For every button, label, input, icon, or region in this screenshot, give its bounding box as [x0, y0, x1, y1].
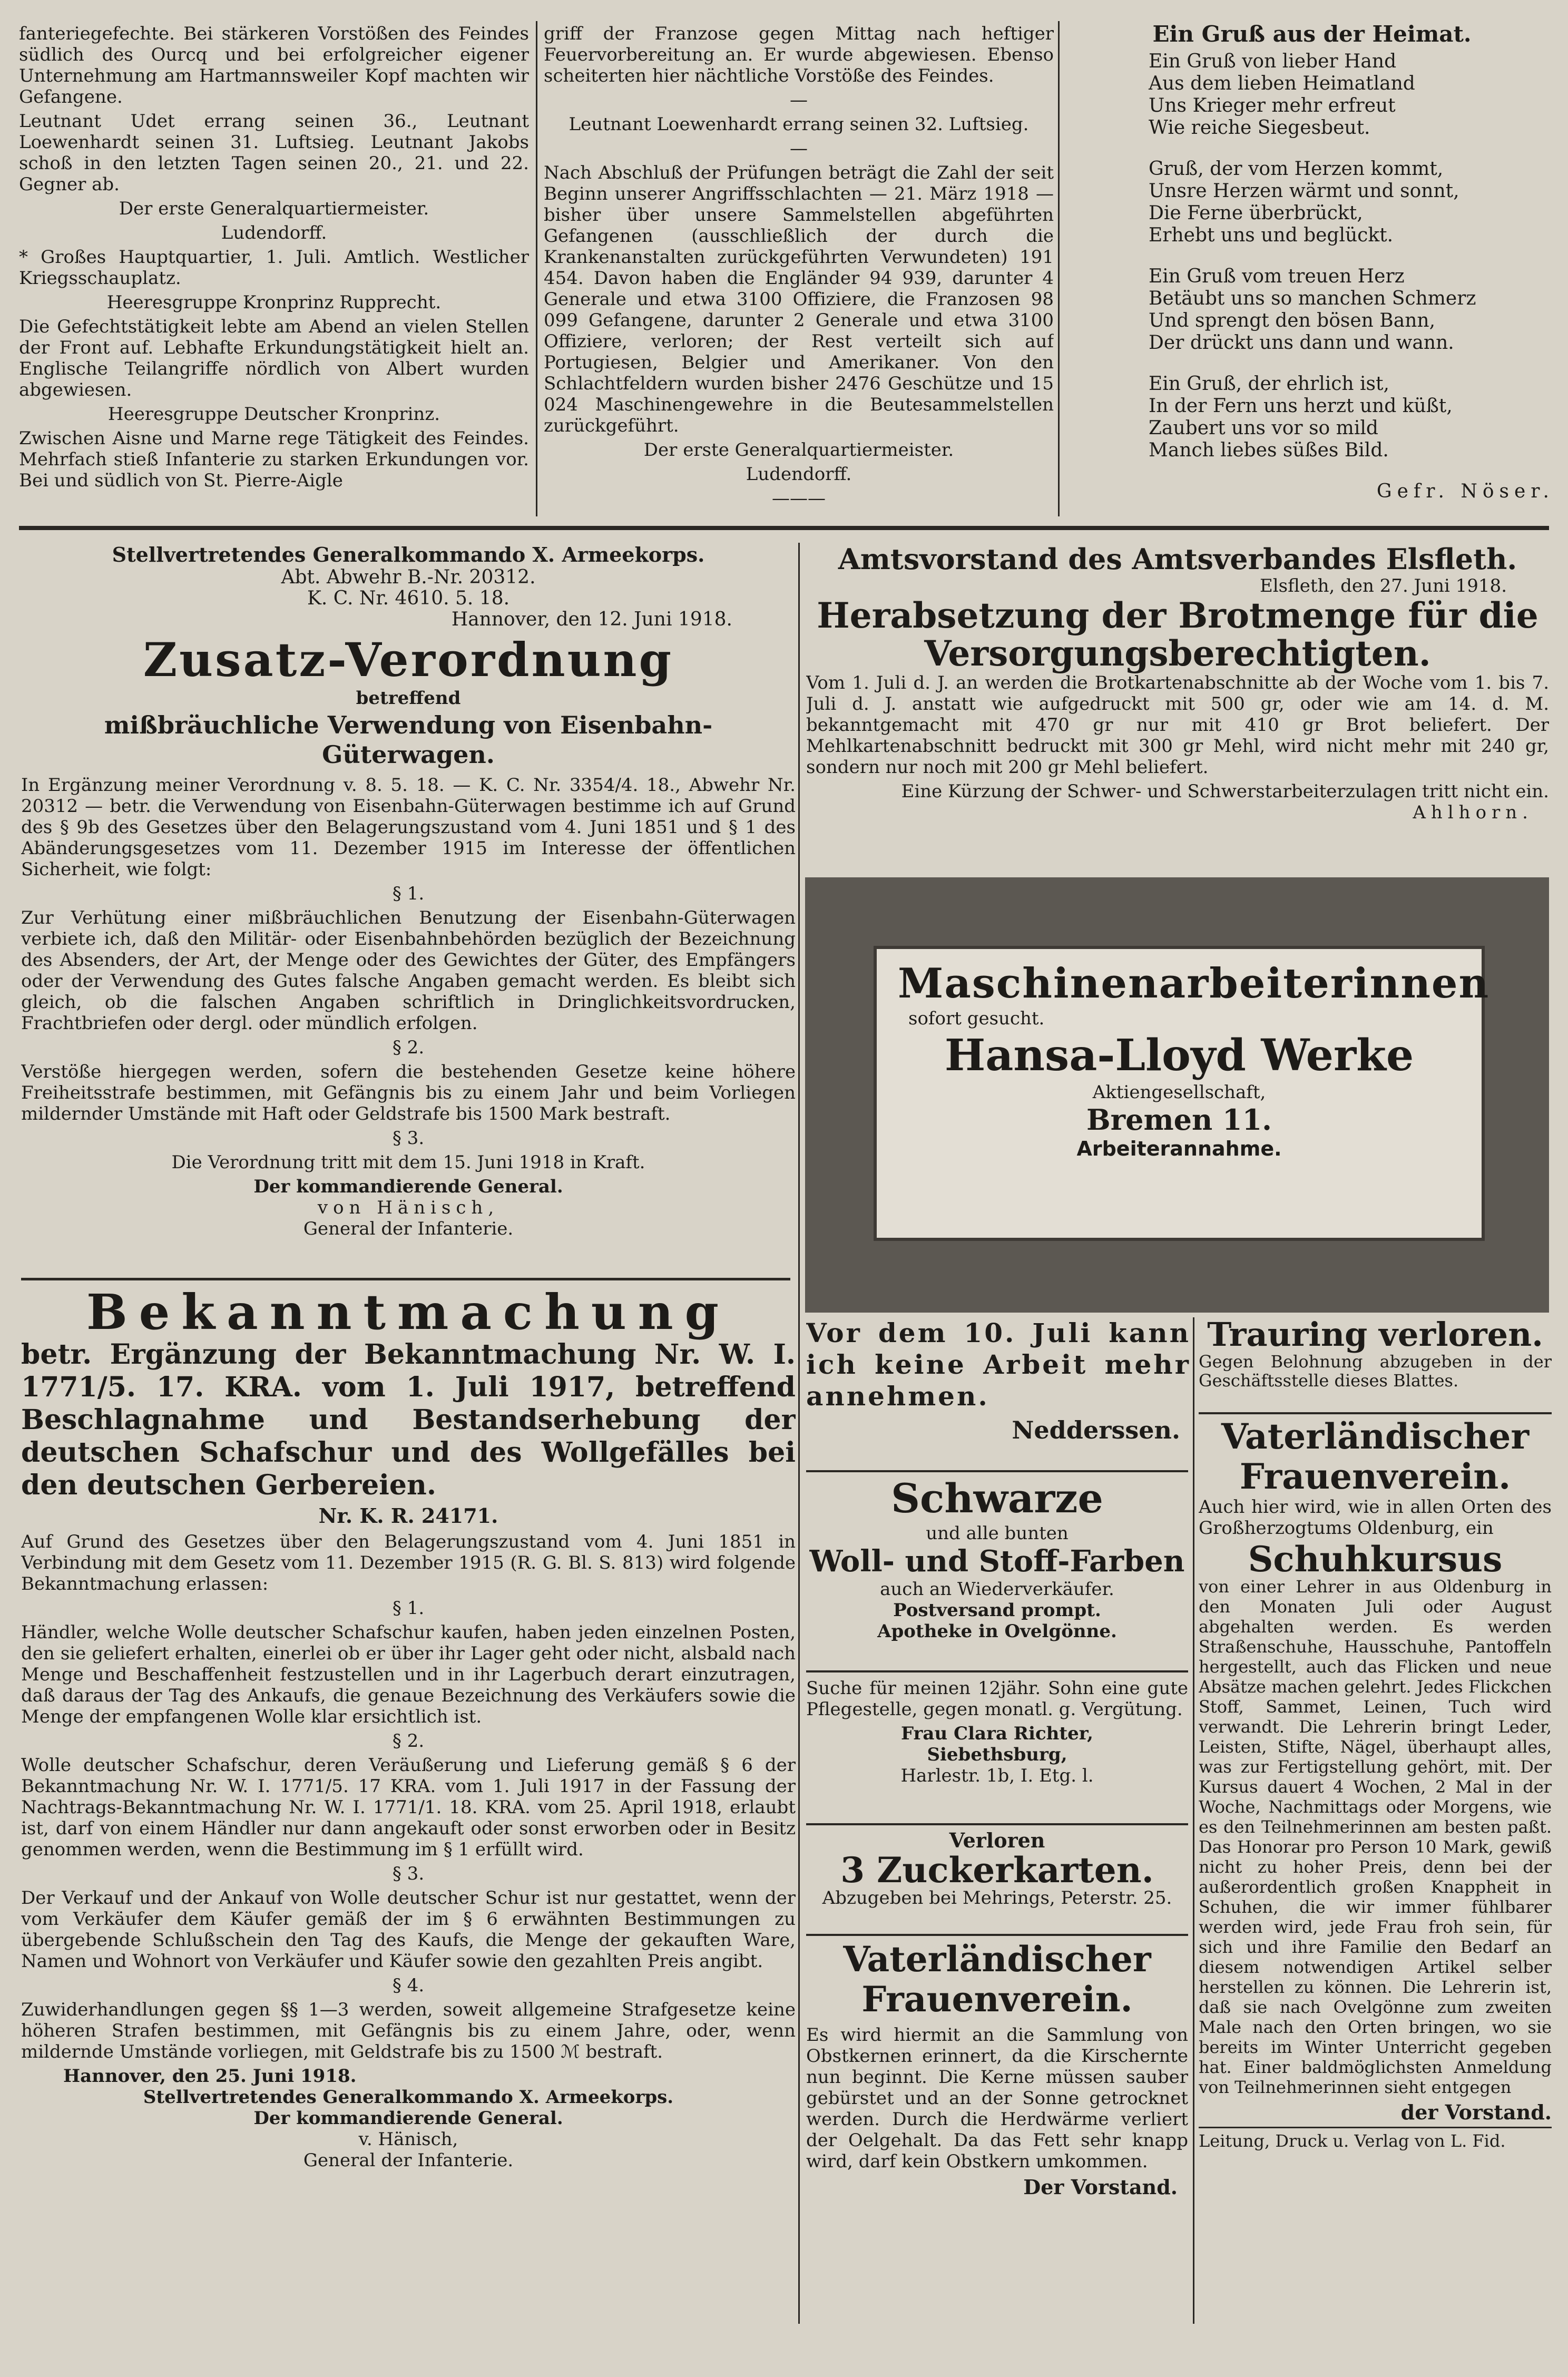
poem-line: Uns Krieger mehr erfreut — [1149, 95, 1396, 116]
subheading: Heeresgruppe Deutscher Kronprinz. — [107, 404, 440, 425]
ad-inner-frame — [874, 946, 1490, 1241]
hansa-lloyd-ad — [805, 877, 1549, 1313]
poem-line: Aus dem lieben Heimatland — [1149, 73, 1415, 94]
poem-line: Gruß, der vom Herzen kommt, — [1149, 158, 1444, 180]
ad-sub: auch an Wiederverkäufer. — [880, 1579, 1114, 1600]
notice-headline: Herabsetzung der Brotmenge für die Versorgungsberechtigten. — [817, 595, 1538, 674]
dateline: Hannover, den 12. Juni 1918. — [451, 609, 732, 630]
ad-main: Woll- und Stoff-Farben — [809, 1544, 1185, 1579]
notice-subject: betr. Ergänzung der Bekanntmachung Nr. W. I. 1771/5. 17. KRA. vom 1. Juli 1917, betreffend Beschlagnahme und Bestandserhebung der deutschen Schafschur und des Wollgefälles bei den deutschen Gerbereien. — [21, 1338, 796, 1501]
frauenverein-obstkerne — [806, 1934, 1188, 2319]
poem-line: Wie reiche Siegesbeut. — [1149, 117, 1370, 139]
ad-text: von einer Lehrer in aus Oldenburg in den Monaten Juli oder August abgehalten werden. Es werden Straßenschuhe, Hausschuhe, Pantoffeln hergestellt, auch das Flicken und neue Absätze machen gelehrt. Jedes Flickchen Stoff, Sammet, Leinen, Tuch wird verwandt. Die Lehrerin bringt Leder, Leisten, Stifte, Nägel, überhaupt alles, was zur Fertigstellung gehört, mit. Der Kursus dauert 4 Wochen, 2 Mal in der Woche, Nachmittags oder Morgens, wie es den Teilnehmerinnen am besten paßt. Das Honorar pro Person 10 Mark, gewiß nicht zu hoher Preis, denn bei der außerordentlich großen Knappheit in Schuhen, die wir immer fühlbarer werden wird, jede Frau froh sein, für sich und ihre Familie den Bedarf an diesem notwendigen Artikel selber herstellen zu können. Die Lehrerin ist, daß sie nach Ovelgönne zum zweiten Male nach den Orten bringen, wo sie bereits im Winter Unterricht gegeben hat. Einer baldmöglichsten Anmeldung von Teilnehmerinnen sieht entgegen — [1199, 1577, 1552, 2097]
ad-text: Vor dem 10. Juli kann ich keine Arbeit mehr annehmen. — [806, 1317, 1191, 1412]
amtsvorstand-notice — [806, 543, 1549, 859]
ad-title: Vaterländischer Frauenverein. — [843, 1939, 1151, 2020]
paragraph: Verstöße hiergegen werden, sofern die bestehenden Gesetze keine höhere Freiheitsstrafe bestimmen, mit Gefängnis bis zu einem Jahr und beim Vorliegen mildernder Umstände mit Haft oder Geldstrafe bis 1500 Mark bestraft. — [21, 1061, 796, 1124]
ad-company-type: Aktiengesellschaft, — [1092, 1082, 1266, 1103]
signature-title: General der Infanterie. — [303, 2150, 514, 2171]
frauenverein-schuhkursus — [1199, 1412, 1552, 2324]
section-divider — [19, 526, 1549, 530]
divider — [806, 1823, 1188, 1825]
ad-company: Hansa-Lloyd Werke — [944, 1030, 1414, 1081]
trauring-ad — [1199, 1317, 1552, 1407]
signature-name: v. Hänisch, — [358, 2129, 458, 2150]
column-divider — [1058, 21, 1060, 516]
paragraph: Zwischen Aisne und Marne rege Tätigkeit des Feindes. Mehrfach stieß Infanterie zu starken Erkundungen vor. Bei und südlich von St. Pierre-Aigle — [19, 428, 529, 491]
notice-issuer: Amtsvorstand des Amtsverbandes Elsfleth. — [838, 543, 1517, 576]
poem-line: Ein Gruß vom treuen Herz — [1149, 266, 1405, 287]
signature: Der erste Generalquartiermeister. — [119, 198, 429, 219]
paragraph: Auf Grund des Gesetzes über den Belagerungszustand vom 4. Juni 1851 in Verbindung mit dem Gesetz vom 11. Dezember 1915 (R. G. Bl. S. 813) wird folgende Bekanntmachung erlassen: — [21, 1531, 796, 1595]
paragraph: Leutnant Loewenhardt errang seinen 32. Luftsieg. — [569, 114, 1029, 135]
ad-intro: Auch hier wird, wie in allen Orten des Großherzogtums Oldenburg, ein — [1199, 1496, 1552, 1539]
section-mark: § 4. — [392, 1975, 425, 1996]
poem-author: Gefr. Nöser. — [1376, 481, 1554, 502]
dateline: Elsfleth, den 27. Juni 1918. — [1259, 575, 1507, 596]
signature-title: General der Infanterie. — [303, 1218, 514, 1239]
ad-signature: der Vorstand. — [1400, 2100, 1552, 2124]
paragraph: Zur Verhütung einer mißbräuchlichen Benutzung der Eisenbahn-Güterwagen verbiete ich, daß den Militär- oder Eisenbahnbehörden bezüglich der Bezeichnung des Absenders, der Art, der Menge oder des Gewichtes der Güter, des Empfängers oder der Verwendung des Gutes falsche Angaben gemacht werden. Es bleibt sich gleich, ob die falschen Angaben schriftlich in Dringlichkeitsvordrucken, Frachtbriefen oder dergl. oder mündlich erfolgen. — [21, 907, 796, 1034]
ad-sub: und alle bunten — [926, 1523, 1069, 1544]
signature: Der kommandierende General. — [253, 2108, 563, 2129]
schwarze-ad — [806, 1470, 1188, 1665]
signature-name: Ludendorff. — [221, 222, 327, 243]
paragraph: Wolle deutscher Schafschur, deren Veräußerung und Lieferung gemäß § 6 der Bekanntmachung Nr. W. I. 1771/5. 17 KRA. vom 1. Juli 1917 in der Fassung der Nachtrags-Bekanntmachung Nr. W. I. 1771/1. 18. KRA. vom 25. April 1918, erlaubt ist, darf von einem Händler nur dann angekauft oder sonst erworben oder in Besitz genommen werden, wenn die Bestimmung im § 1 erfüllt wird. — [21, 1755, 796, 1860]
poem-line: Die Ferne überbrückt, — [1149, 202, 1363, 224]
paragraph: Die Gefechtstätigkeit lebte am Abend an vielen Stellen der Front auf. Lebhafte Erkundungstätigkeit hielt an. Englische Teilangriffe nördlich von Albert wurden abgewiesen. — [19, 316, 529, 400]
dateline: Hannover, den 25. Juni 1918. — [63, 2066, 357, 2087]
ad-title: Trauring verloren. — [1207, 1317, 1543, 1354]
section-mark: § 3. — [392, 1863, 425, 1884]
poem — [1070, 23, 1554, 519]
ad-post: Postversand prompt. — [893, 1600, 1101, 1621]
poem-line: Ein Gruß von lieber Hand — [1149, 51, 1397, 72]
poem-line: Betäubt uns so manchen Schmerz — [1149, 288, 1476, 309]
ad-signature: Nedderssen. — [1012, 1416, 1180, 1444]
poem-line: Unsre Herzen wärmt und sonnt, — [1149, 180, 1459, 202]
notice-title: Bekanntmachung — [86, 1286, 730, 1341]
dateline: * Großes Hauptquartier, 1. Juli. Amtlich. Westlicher Kriegsschauplatz. — [19, 247, 529, 289]
column-divider — [536, 21, 537, 516]
ad-sub: sofort gesucht. — [908, 1008, 1045, 1029]
divider — [806, 1934, 1188, 1936]
section-mark: § 1. — [392, 1598, 425, 1619]
divider — [806, 1470, 1188, 1472]
divider — [1199, 2127, 1552, 2128]
divider — [1199, 1412, 1552, 1414]
imprint: Leitung, Druck u. Verlag von L. Fid. — [1199, 2131, 1506, 2151]
poem-line: Manch liebes süßes Bild. — [1149, 439, 1389, 461]
ad-top: Verloren — [949, 1828, 1045, 1852]
notice-title: Zusatz-Verordnung — [143, 632, 674, 687]
signature: Der kommandierende General. — [253, 1176, 563, 1197]
poem-line: Der drückt uns dann und wann. — [1149, 332, 1454, 354]
section-divider — [21, 1278, 790, 1280]
reference: K. C. Nr. 4610. 5. 18. — [307, 588, 510, 609]
ad-dept: Arbeiterannahme. — [1076, 1137, 1282, 1160]
nedderssen-ad — [806, 1317, 1191, 1465]
notice-number: Nr. K. R. 24171. — [318, 1504, 498, 1528]
paragraph: Händler, welche Wolle deutscher Schafschur kaufen, haben jeden einzelnen Posten, den sie geliefert erhalten, einerlei ob er über ihr Lager geht oder nicht, alsbald nach Menge und Beschaffenheit festzustellen und in ihr Lagerbuch derart einzutragen, daß daraus der Tag des Ankaufs, die genaue Bezeichnung des Verkäufers sowie die Menge der empfangenen Wolle klar ersichtlich ist. — [21, 1622, 796, 1727]
section-mark: § 2. — [392, 1730, 425, 1752]
section-mark: § 3. — [392, 1128, 425, 1149]
signature: Ahlhorn. — [1413, 802, 1533, 823]
poem-stanzas — [1070, 51, 1554, 462]
ad-text: Abzugeben bei Mehrings, Peterstr. 25. — [822, 1887, 1172, 1909]
paragraph: Zuwiderhandlungen gegen §§ 1—3 werden, soweit allgemeine Strafgesetze keine höheren Strafen bestimmen, mit Gefängnis bis zu einem Jahre, oder, wenn mildernde Umstände vorliegen, mit Geldstrafe bis zu 1500 ℳ bestraft. — [21, 1999, 796, 2062]
signature: Der erste Generalquartiermeister. — [643, 439, 954, 461]
section-mark: § 1. — [392, 883, 425, 904]
poem-stanza — [1149, 266, 1554, 354]
paragraph: fanteriegefechte. Bei stärkeren Vorstößen des Feindes südlich des Ourcq und bei erfolgreicher eigener Unternehmung am Hartmannsweiler Kopf machten wir Gefangene. — [19, 23, 529, 107]
poem-line: In der Fern uns herzt und küßt, — [1149, 395, 1453, 417]
ad-signature: Der Vorstand. — [1023, 2175, 1178, 2199]
ad-text: Suche für meinen 12jähr. Sohn eine gute Pflegestelle, gegen monatl. g. Vergütung. — [806, 1678, 1188, 1720]
separator: — — [790, 90, 808, 111]
paragraph: griff der Franzose gegen Mittag nach heftiger Feuervorbereitung an. Er wurde abgewiesen. Ebenso scheiterten hier nächtliche Vorstöße des Feindes. — [544, 23, 1054, 86]
paragraph: In Ergänzung meiner Verordnung v. 8. 5. 18. — K. C. Nr. 3354/4. 18., Abwehr Nr. 20312 — betr. die Verwendung von Eisenbahn-Güterwagen bestimme ich auf Grund des § 9b des Gesetzes über den Belagerungszustand vom 4. Juni 1851 und § 1 des Abänderungsgesetzes vom 11. Dezember 1915 im Interesse der öffentlichen Sicherheit, wie folgt: — [21, 775, 796, 880]
verloren-ad — [806, 1823, 1188, 1929]
bekanntmachung — [21, 1286, 796, 2319]
issuer: Stellvertretendes Generalkommando X. Armeekorps. — [112, 543, 705, 566]
poem-line: Zaubert uns vor so mild — [1149, 417, 1378, 439]
ad-pharmacy: Apotheke in Ovelgönne. — [877, 1621, 1117, 1642]
end-mark: ——— — [772, 488, 826, 509]
ad-headline: Maschinenarbeiterinnen — [898, 960, 1490, 1007]
ad-headline: Schuhkursus — [1248, 1539, 1503, 1580]
poem-line: Ein Gruß, der ehrlich ist, — [1149, 373, 1389, 395]
poem-stanza — [1149, 158, 1554, 247]
notice-subject: mißbräuchliche Verwendung von Eisenbahn-Güterwagen. — [104, 711, 713, 769]
signature-name: Ludendorff. — [746, 464, 852, 485]
paragraph: Nach Abschluß der Prüfungen beträgt die Zahl der seit Beginn unserer Angriffsschlachten — 21. März 1918 — bisher über unsere Sammelstellen abgeführten Gefangenen (ausschließlich der durch die Krankenanstalten zurückgeführten Verwundeten) 191 454. Davon haben die Engländer 94 939, darunter 4 Generale und etwa 3100 Offiziere, die Franzosen 98 099 Gefangene, darunter 2 Generale und etwa 3100 Offiziere, verloren; der Rest verteilt sich auf Portugiesen, Belgier und Amerikaner. Von den Schlachtfeldern wurden bisher 2476 Geschütze und 15 024 Maschinengewehre in die Beutesammelstellen zurückgeführt. — [544, 162, 1054, 436]
top-column-2 — [544, 23, 1054, 519]
poem-title: Ein Gruß aus der Heimat. — [1152, 23, 1472, 47]
signature-name: von Hänisch, — [317, 1197, 499, 1218]
separator: — — [790, 138, 808, 159]
section-mark: § 2. — [392, 1037, 425, 1058]
ad-title: Schwarze — [891, 1475, 1103, 1522]
top-column-1 — [19, 23, 529, 519]
paragraph: Vom 1. Juli d. J. an werden die Brotkartenabschnitte ab der Woche vom 1. bis 7. Juli d. J. anstatt wie aufgedruckt mit 500 gr, oder wie am 14. d. M. bekanntgemacht mit 470 gr nur mit 410 gr Brot beliefert. Der Mehlkartenabschnitt bedruckt mit 300 gr Mehl, wird nicht mehr mit 240 gr, sondern nur noch mit 200 gr Mehl beliefert. — [806, 672, 1549, 778]
paragraph: Leutnant Udet errang seinen 36., Leutnant Loewenhardt seinen 31. Luftsieg. Leutnant Jakobs schoß in den letzten Tagen seinen 20., 21. und 22. Gegner ab. — [19, 111, 529, 195]
poem-stanza — [1149, 373, 1554, 462]
column-divider — [1193, 1317, 1194, 2324]
paragraph: Die Verordnung tritt mit dem 15. Juni 1918 in Kraft. — [171, 1152, 645, 1173]
zusatz-verordnung — [21, 543, 796, 1275]
ad-title: 3 Zuckerkarten. — [840, 1850, 1154, 1891]
paragraph: Eine Kürzung der Schwer- und Schwerstarbeiterzulagen tritt nicht ein. — [901, 781, 1549, 802]
column-divider — [798, 543, 800, 2324]
ad-place: Siebethsburg, — [927, 1744, 1067, 1765]
issuer: Stellvertretendes Generalkommando X. Armeekorps. — [143, 2087, 674, 2108]
suche-ad — [806, 1670, 1188, 1818]
divider — [806, 1670, 1188, 1672]
poem-stanza — [1149, 51, 1554, 139]
ad-address: Harlestr. 1b, I. Etg. l. — [900, 1765, 1094, 1786]
ad-text: Gegen Belohnung abzugeben in der Geschäftsstelle dieses Blattes. — [1199, 1352, 1552, 1391]
notice-sub: betreffend — [356, 688, 461, 709]
ad-text: Es wird hiermit an die Sammlung von Obstkernen erinnert, da die Kirschernte nun beginnt. Die Kerne müssen sauber gebürstet und an der Sonne getrocknet werden. Durch die Herdwärme verliert der Oelgehalt. Da das Fett sehr knapp wird, darf kein Obstkern umkommen. — [806, 2024, 1188, 2172]
ad-title: Vaterländischer Frauenverein. — [1221, 1416, 1530, 1497]
poem-line: Erhebt uns und beglückt. — [1149, 224, 1394, 246]
subheading: Heeresgruppe Kronprinz Rupprecht. — [106, 292, 442, 313]
ad-city: Bremen 11. — [1086, 1103, 1272, 1137]
reference: Abt. Abwehr B.-Nr. 20312. — [281, 566, 536, 588]
poem-line: Und sprengt den bösen Bann, — [1149, 310, 1436, 331]
ad-name: Frau Clara Richter, — [900, 1723, 1094, 1744]
paragraph: Der Verkauf und der Ankauf von Wolle deutscher Schur ist nur gestattet, wenn der vom Verkäufer dem Käufer gemäß der im § 6 erwähnten Bestimmungen zu übergebende Schlußschein den Tag des Kaufs, die Menge der gekauften Ware, Namen und Wohnort von Verkäufer und Käufer sowie den gezahlten Preis angibt. — [21, 1887, 796, 1972]
